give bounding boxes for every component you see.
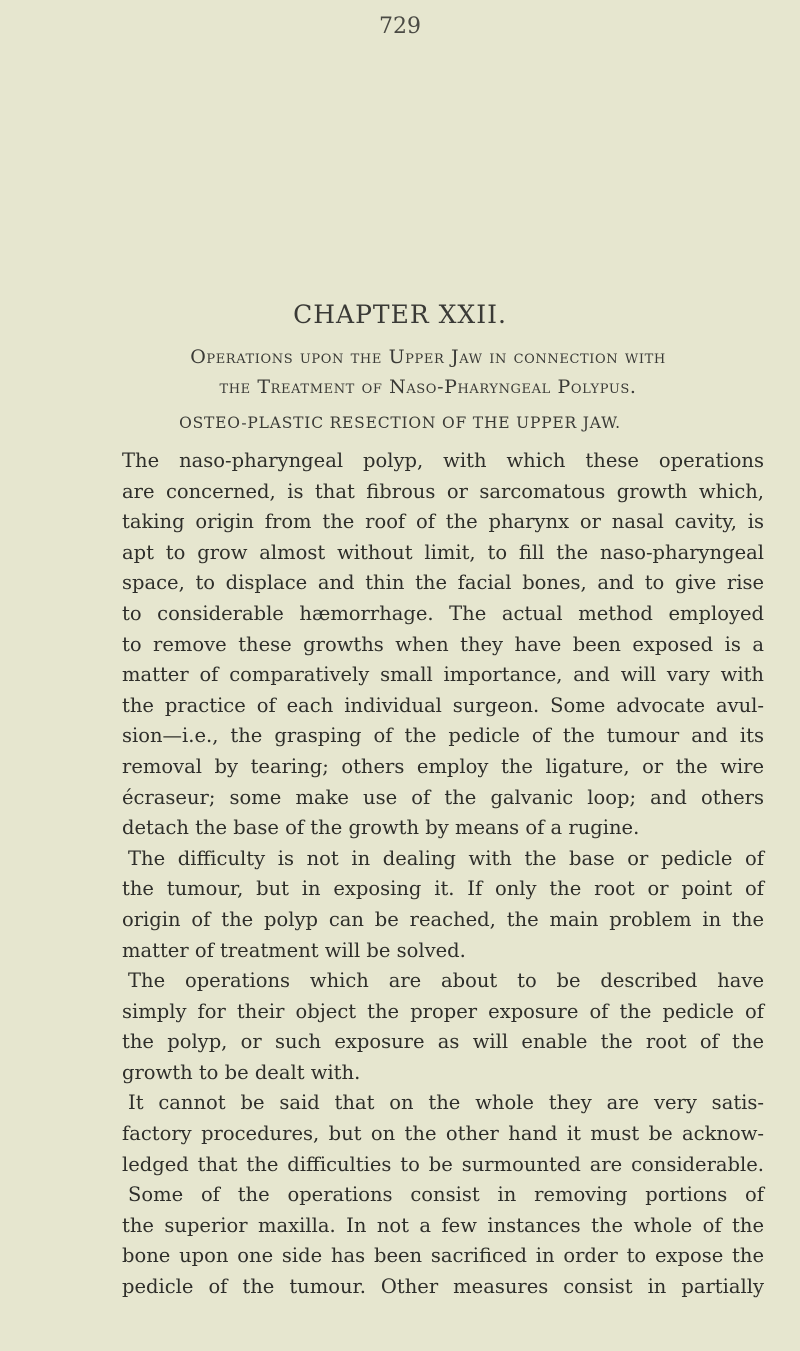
text-line: space, to displace and thin the facial bones, and to give rise xyxy=(122,571,764,595)
text-line: factory procedures, but on the other hand it must be acknow- xyxy=(122,1122,764,1146)
text-line: sion—i.e., the grasping of the pedicle of the tumour and its xyxy=(122,724,764,748)
text-line: growth to be dealt with. xyxy=(122,1060,361,1084)
text-line: ledged that the difficulties to be surmounted are considerable. xyxy=(122,1152,764,1176)
text-line: The naso-pharyngeal polyp, with which these operations xyxy=(122,449,764,472)
text-line: matter of comparatively small importance, and will vary with xyxy=(122,663,764,687)
text-line: the superior maxilla. In not a few instances the whole of the xyxy=(122,1213,764,1237)
text-line: Some of the operations consist in removing portions of xyxy=(128,1183,764,1207)
text-line: detach the base of the growth by means of a rugine. xyxy=(122,816,640,840)
text-line: origin of the polyp can be reached, the main problem in the xyxy=(122,907,764,931)
text-line: removal by tearing; others employ the ligature, or the wire xyxy=(122,754,764,778)
text-line: The difficulty is not in dealing with the base or pedicle of xyxy=(128,846,764,870)
text-line: écraseur; some make use of the galvanic loop; and others xyxy=(122,785,764,809)
text-line: to remove these growths when they have been exposed is a xyxy=(122,632,764,656)
text-line: pedicle of the tumour. Other measures consist in partially xyxy=(122,1275,764,1299)
section-heading-line: the Treatment of Naso-Pharyngeal Polypus. xyxy=(219,376,637,398)
text-line: The operations which are about to be described have xyxy=(128,969,764,993)
text-line: It cannot be said that on the whole they are very satis- xyxy=(128,1091,764,1115)
text-line: matter of treatment will be solved. xyxy=(122,938,466,962)
body-text xyxy=(122,446,764,1303)
text-line: simply for their object the proper exposure of the pedicle of xyxy=(122,999,764,1023)
text-line: taking origin from the roof of the pharynx or nasal cavity, is xyxy=(122,510,764,534)
page-number: 729 xyxy=(379,14,421,39)
chapter-title: CHAPTER XXII. xyxy=(293,300,507,329)
text-line: to considerable hæmorrhage. The actual method employed xyxy=(122,601,764,625)
subheading: OSTEO-PLASTIC RESECTION OF THE UPPER JAW. xyxy=(179,414,621,432)
text-line: apt to grow almost without limit, to fill the naso-pharyngeal xyxy=(122,540,764,564)
text-line: bone upon one side has been sacrificed in order to expose the xyxy=(122,1244,764,1268)
text-line: the tumour, but in exposing it. If only the root or point of xyxy=(122,877,764,901)
section-heading xyxy=(118,342,738,402)
text-line: the polyp, or such exposure as will enable the root of the xyxy=(122,1030,764,1054)
section-heading-line: Operations upon the Upper Jaw in connection with xyxy=(190,346,666,368)
text-line: the practice of each individual surgeon. Some advocate avul- xyxy=(122,693,764,717)
text-line: are concerned, is that fibrous or sarcomatous growth which, xyxy=(122,479,764,503)
